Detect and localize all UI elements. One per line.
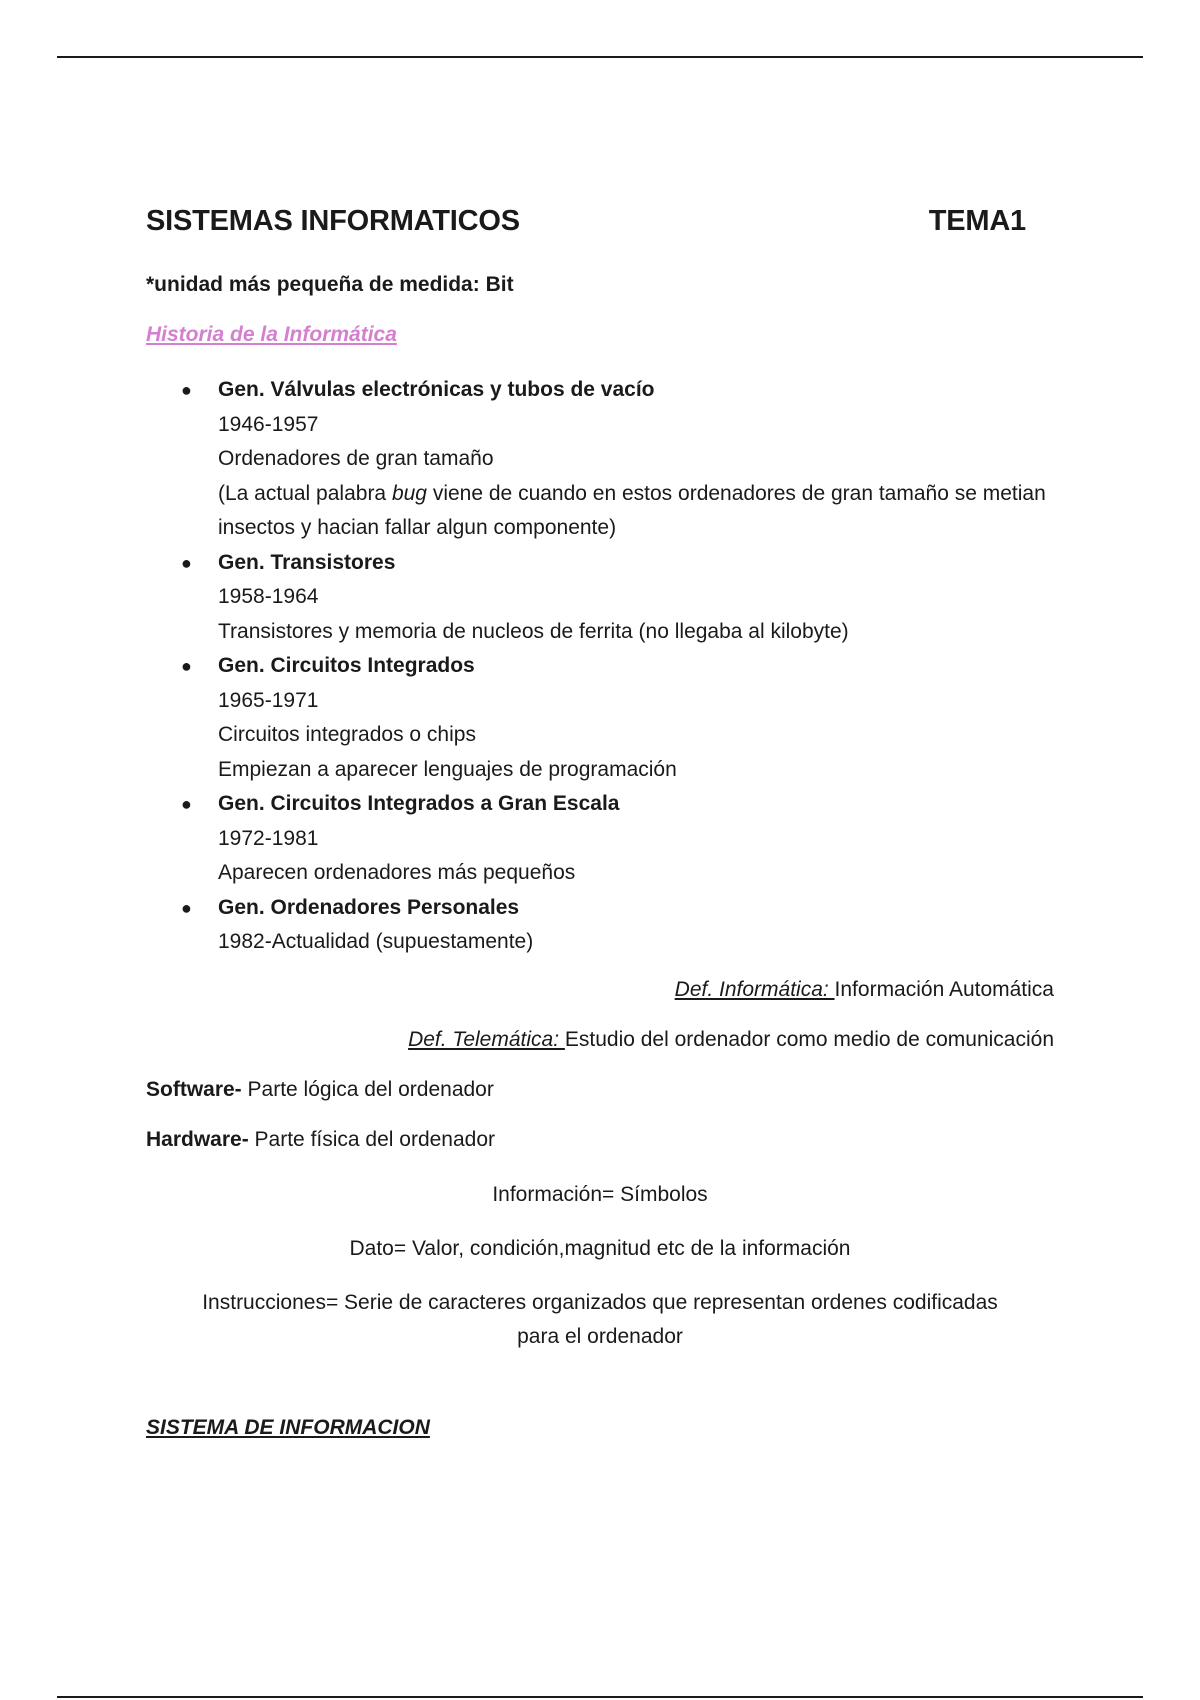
definition-term: Def. Telemática:	[408, 1027, 565, 1051]
section-heading: SISTEMA DE INFORMACION	[146, 1415, 430, 1439]
software-text: Parte lógica del ordenador	[241, 1077, 494, 1101]
hardware-text: Parte física del ordenador	[248, 1127, 496, 1151]
software-line	[146, 1078, 1056, 1108]
generations-list	[146, 373, 1056, 960]
generation-years: 1958-1964	[218, 585, 319, 608]
bullet-icon: ●	[181, 656, 192, 676]
hardware-term: Hardware-	[146, 1127, 249, 1151]
generation-detail: Circuitos integrados o chips	[218, 723, 476, 746]
instrucciones-text: Instrucciones= Serie de caracteres organizados que representan ordenes codificadas	[202, 1290, 998, 1314]
generation-detail: Aparecen ordenadores más pequeños	[218, 861, 576, 884]
generation-years: 1982-Actualidad (supuestamente)	[218, 930, 534, 953]
list-item	[146, 787, 1056, 891]
informacion-line: Información= Símbolos	[492, 1182, 708, 1206]
definition-term: Def. Informática:	[674, 977, 835, 1001]
definition-informatica	[146, 978, 1054, 1008]
generation-name: Gen. Circuitos Integrados a Gran Escala	[218, 792, 620, 815]
bug-word: bug	[391, 481, 427, 505]
bullet-icon: ●	[181, 897, 192, 918]
topic-label: TEMA1	[928, 205, 1026, 237]
list-item	[146, 649, 1056, 787]
bullet-icon: ●	[181, 552, 192, 573]
bullet-icon: ●	[181, 380, 192, 400]
instrucciones-text-cont: para el ordenador	[517, 1324, 683, 1348]
generation-name: Gen. Válvulas electrónicas y tubos de vacío	[218, 378, 655, 401]
history-heading: Historia de la Informática	[146, 323, 397, 346]
software-term: Software-	[146, 1077, 242, 1101]
generation-years: 1946-1957	[218, 412, 319, 436]
generation-years: 1965-1971	[218, 688, 319, 712]
document-page	[146, 205, 1056, 1440]
generation-note: (La actual palabra bug viene de cuando en estos ordenadores de gran tamaño se metian insectos y hacian fallar algun componente)	[218, 481, 1046, 539]
generation-years: 1972-1981	[218, 826, 319, 850]
definition-telematica	[146, 1028, 1054, 1058]
title-row	[146, 205, 1026, 253]
generation-detail: Transistores y memoria de nucleos de ferrita (no llegaba al kilobyte)	[218, 619, 849, 643]
dato-line: Dato= Valor, condición,magnitud etc de la información	[349, 1236, 851, 1260]
list-item	[146, 891, 1056, 960]
generation-name: Gen. Transistores	[218, 550, 396, 574]
definition-text: Estudio del ordenador como medio de comunicación	[564, 1027, 1054, 1051]
bottom-rule	[57, 1696, 1143, 1698]
definition-text: Información Automática	[834, 977, 1054, 1001]
hardware-line	[146, 1128, 1056, 1158]
unit-note: *unidad más pequeña de medida: Bit	[146, 273, 514, 296]
list-item	[146, 546, 1056, 650]
instrucciones-line	[146, 1286, 1054, 1354]
bullet-icon: ●	[181, 794, 192, 814]
generation-name: Gen. Ordenadores Personales	[218, 895, 520, 919]
generation-name: Gen. Circuitos Integrados	[218, 654, 475, 677]
top-rule	[57, 56, 1143, 58]
generation-detail: Ordenadores de gran tamaño	[218, 447, 494, 470]
generation-detail: Empiezan a aparecer lenguajes de programación	[218, 757, 677, 781]
list-item	[146, 373, 1056, 546]
page-title: SISTEMAS INFORMATICOS	[146, 205, 520, 237]
